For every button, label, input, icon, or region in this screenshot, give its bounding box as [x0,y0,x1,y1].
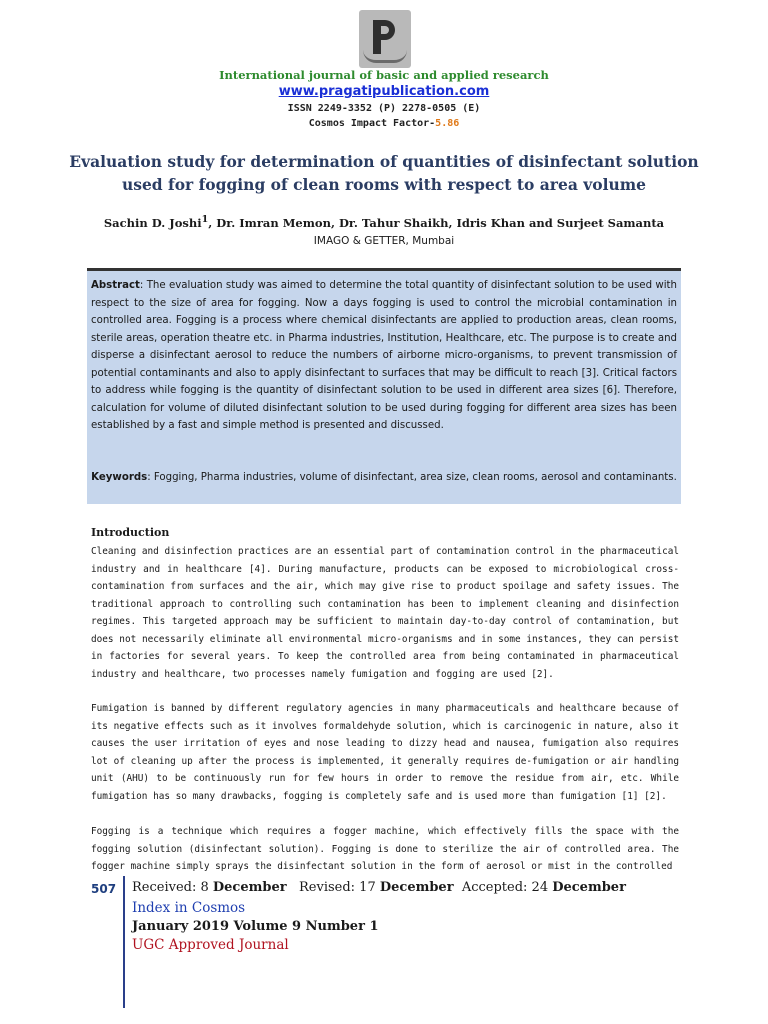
received-month: December [212,880,287,895]
keywords-text: : Fogging, Pharma industries, volume of disinfectant, area size, clean rooms, aerosol and contaminants. [147,472,677,483]
issue-info: January 2019 Volume 9 Number 1 [132,919,379,934]
paper-title: Evaluation study for determination of quantities of disinfectant solution used for fogging of clean rooms with respect to area volume [69,152,699,194]
abstract-label: Abstract [91,280,140,291]
dates-line [132,880,626,895]
cosmos-impact-factor [0,118,768,129]
revised-label: Revised: 17 [286,880,380,895]
accepted-label: Accepted: 24 [453,880,553,895]
authors [0,214,768,230]
footer-divider [123,876,125,1008]
affiliation: IMAGO & GETTER, Mumbai [313,235,455,247]
p-letter-icon [373,20,397,54]
keywords [91,469,677,487]
first-author: Sachin D. Joshi [103,215,202,230]
accepted-month: December [552,880,626,895]
index-in-cosmos: Index in Cosmos [132,900,246,916]
publisher-logo [359,10,411,68]
journal-url-link[interactable]: www.pragatipublication.com [278,84,490,99]
introduction-heading: Introduction [91,526,170,539]
author-sup: 1 [201,214,209,225]
page-number: 507 [91,882,117,896]
issn: ISSN 2249-3352 (P) 2278-0505 (E) [287,103,481,114]
intro-paragraph-1: Cleaning and disinfection practices are an essential part of contamination control in the pharmaceutical industry and in healthcare [4]. During manufacture, products can be exposed to microbiological cross-contamination from surfaces and the air, which may give rise to product spoilage and safety issues. The traditional approach to controlling such contamination has been to implement cleaning and disinfection regimes. This targeted approach may be sufficient to maintain day-to-day control of contamination, but does not necessarily eliminate all environmental micro-organisms and in some instances, they can persist in factories for several years. To keep the controlled area from being contaminated in pharmaceutical industry and healthcare, two processes namely fumigation and fogging are used [2]. [91,546,679,680]
abstract-box [87,268,681,504]
abstract-text: : The evaluation study was aimed to determine the total quantity of disinfectant solution to be used with respect to the size of area for fogging. Now a days fogging is used to control the microbial contamination in controlled area. Fogging is a process where chemical disinfectants are applied to production areas, clean rooms, sterile areas, operation theatre etc. in Pharma industries, Institution, Healthcare, etc. The purpose is to create and disperse a disinfectant aerosol to reduce the numbers of airborne micro-organisms, to prevent transmission of potential contaminants and also to apply disinfectant to surfaces that may be difficult to reach [3]. Critical factors to address while fogging is the quantity of disinfectant solution to be used in different area sizes [6]. Therefore, calculation for volume of diluted disinfectant solution to be used during fogging for different area sizes has been established by a fast and simple method is presented and discussed. [91,280,677,431]
cif-value: 5.86 [435,118,460,129]
other-authors: , Dr. Imran Memon, Dr. Tahur Shaikh, Idris Khan and Surjeet Samanta [208,215,665,230]
logo-swoosh [363,50,407,63]
ugc-approved: UGC Approved Journal [132,937,289,953]
cif-label: Cosmos Impact Factor- [308,118,436,129]
abstract [91,277,677,435]
revised-month: December [379,880,454,895]
intro-paragraph-2: Fumigation is banned by different regulatory agencies in many pharmaceuticals and healthcare because of its negative effects such as it involves formaldehyde solution, which is carcinogenic in nature, also it causes the user irritation of eyes and nose leading to dizzy head and nausea, fumigation also requires lot of cleaning up after the process is implemented, it generally requires de-fumigation or air handling unit (AHU) to be continuously run for few hours in order to remove the residue from air, etc. While fumigation has so many drawbacks, fogging is completely safe and is used more than fumigation [1] [2]. [91,703,679,802]
intro-paragraph-3: Fogging is a technique which requires a fogger machine, which effectively fills the space with the fogging solution (disinfectant solution). Fogging is done to sterilize the air of controlled area. The fogger machine simply sprays the disinfectant solution in the form of aerosol or mist in the controlled [91,826,679,872]
keywords-label: Keywords [91,472,148,483]
journal-name: International journal of basic and applied research [219,68,549,82]
received-label: Received: 8 [132,880,213,895]
